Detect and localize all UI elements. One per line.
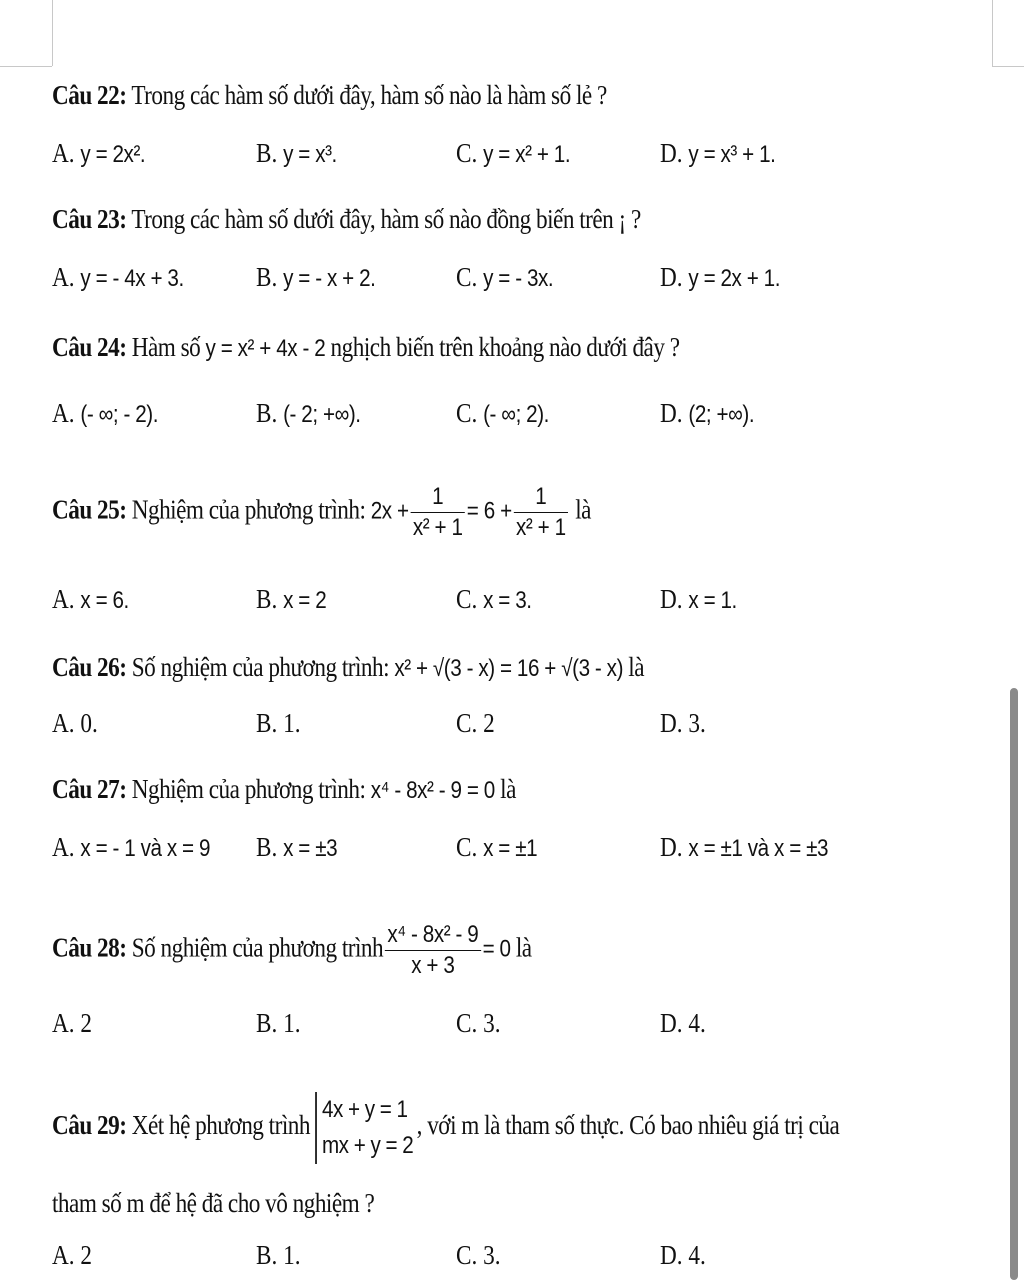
- option-a: A. 2: [52, 1240, 92, 1270]
- question-text-end: là: [515, 932, 532, 963]
- math-expression: x² + √(3 - x) = 16 + √(3 - x): [394, 655, 624, 682]
- question-label: Câu 25:: [52, 494, 127, 525]
- question-text: Trong các hàm số dưới đây, hàm số nào là hàm số lẻ ?: [131, 80, 607, 110]
- question-text: Hàm số: [131, 332, 201, 362]
- option-d: D. (2; +∞).: [660, 398, 755, 428]
- option-b: B. (- 2; +∞).: [256, 398, 361, 428]
- option-d: D. y = x³ + 1.: [660, 138, 776, 168]
- option-c: C. x = ±1: [456, 832, 538, 862]
- option-a: A. 0.: [52, 708, 98, 738]
- math-expression: x⁴ - 8x² - 9 = 0: [370, 777, 495, 804]
- option-d: D. x = 1.: [660, 584, 737, 614]
- option-c: C. x = 3.: [456, 584, 532, 614]
- question-text-end: nghịch biến trên khoảng nào dưới đây ?: [330, 332, 680, 362]
- math-expression: 2x +: [370, 497, 409, 525]
- option-a: A. x = - 1 và x = 9: [52, 832, 211, 862]
- options-23: [52, 262, 992, 302]
- question-text: Trong các hàm số dưới đây, hàm số nào đồng biến trên ¡ ?: [131, 204, 641, 234]
- question-text: Nghiệm của phương trình:: [131, 774, 366, 804]
- question-29-line2: [52, 1186, 374, 1220]
- options-25: [52, 584, 992, 624]
- question-27: [52, 772, 516, 808]
- option-d: D. y = 2x + 1.: [660, 262, 781, 292]
- question-text: tham số m để hệ đã cho vô nghiệm ?: [52, 1188, 375, 1218]
- question-22: [52, 78, 607, 112]
- question-label: Câu 26:: [52, 652, 127, 682]
- option-c: C. y = x² + 1.: [456, 138, 571, 168]
- option-b: B. 1.: [256, 1008, 301, 1038]
- equation-system: 4x + y = 1 mx + y = 2: [315, 1092, 413, 1164]
- option-c: C. (- ∞; 2).: [456, 398, 549, 428]
- option-b: B. y = - x + 2.: [256, 262, 376, 292]
- question-28: [52, 920, 532, 981]
- options-24: [52, 398, 992, 438]
- option-d: D. x = ±1 và x = ±3: [660, 832, 829, 862]
- options-29: [52, 1240, 992, 1280]
- fraction: $\frac{\text{x⁴ - 8x² - 9}}{x + 3}$: [385, 920, 481, 981]
- question-label: Câu 27:: [52, 774, 127, 804]
- option-a: A. y = 2x².: [52, 138, 146, 168]
- option-b: B. y = x³.: [256, 138, 337, 168]
- option-a: A. (- ∞; - 2).: [52, 398, 159, 428]
- option-c: C. 2: [456, 708, 495, 738]
- question-text-end: , với m là tham số thực. Có bao nhiêu giá trị của: [416, 1110, 840, 1141]
- option-c: C. 3.: [456, 1240, 501, 1270]
- question-label: Câu 23:: [52, 204, 127, 234]
- option-c: C. 3.: [456, 1008, 501, 1038]
- crop-mark-left-h: [0, 66, 52, 67]
- question-24: [52, 330, 680, 366]
- question-label: Câu 24:: [52, 332, 127, 362]
- question-text-end: là: [500, 774, 516, 804]
- math-expression: = 0: [482, 935, 511, 963]
- options-22: [52, 138, 992, 178]
- option-d: D. 3.: [660, 708, 706, 738]
- question-26: [52, 650, 644, 686]
- question-text: Xét hệ phương trình: [131, 1110, 310, 1141]
- fraction-1: $\frac{1}{\text{x² + 1}}$: [410, 482, 465, 543]
- question-text-end: là: [628, 652, 645, 682]
- option-a: A. y = - 4x + 3.: [52, 262, 184, 292]
- question-text: Số nghiệm của phương trình:: [131, 652, 390, 682]
- document-page: [52, 0, 1012, 1280]
- option-b: B. x = 2: [256, 584, 327, 614]
- question-29: [52, 1092, 839, 1164]
- question-text-end: là: [575, 494, 591, 525]
- question-23: [52, 202, 641, 236]
- options-27: [52, 832, 992, 872]
- question-label: Câu 28:: [52, 932, 127, 963]
- question-label: Câu 29:: [52, 1110, 127, 1141]
- option-a: A. 2: [52, 1008, 92, 1038]
- math-expression: = 6 +: [466, 497, 512, 525]
- option-b: B. 1.: [256, 1240, 301, 1270]
- fraction-2: $\frac{1}{\text{x² + 1}}$: [513, 482, 568, 543]
- question-label: Câu 22:: [52, 80, 127, 110]
- question-text: Nghiệm của phương trình:: [131, 494, 366, 525]
- option-c: C. y = - 3x.: [456, 262, 554, 292]
- question-25: [52, 482, 591, 543]
- question-text: Số nghiệm của phương trình: [131, 932, 384, 963]
- options-26: [52, 708, 992, 748]
- option-b: B. x = ±3: [256, 832, 338, 862]
- option-a: A. x = 6.: [52, 584, 129, 614]
- math-expression: y = x² + 4x - 2: [205, 335, 326, 362]
- option-d: D. 4.: [660, 1240, 706, 1270]
- option-d: D. 4.: [660, 1008, 706, 1038]
- option-b: B. 1.: [256, 708, 301, 738]
- options-28: [52, 1008, 992, 1048]
